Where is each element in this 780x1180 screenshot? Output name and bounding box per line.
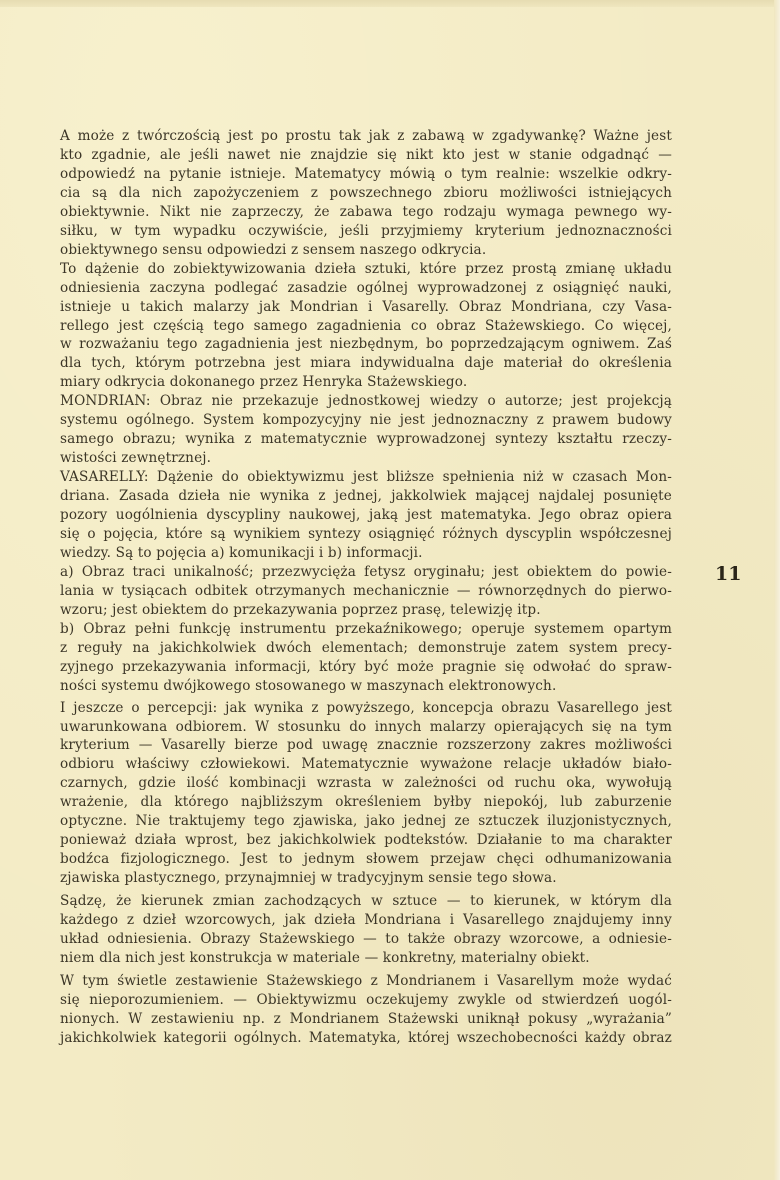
text-line: To dążenie do zobiektywizowania dzieła sztuki, które przez prostą zmianę układu <box>60 260 672 277</box>
text-line: czarnych, gdzie ilość kombinacji wzrasta w zależności od ruchu oka, wywołują <box>60 775 672 792</box>
text-line: ności systemu dwójkowego stosowanego w maszynach elektronowych. <box>60 677 557 694</box>
text-line: VASARELLY: Dążenie do obiektywizmu jest bliższe spełnienia niż w czasach Mon- <box>60 469 672 486</box>
text-line: I jeszcze o percepcji: jak wynika z powyższego, koncepcja obrazu Vasarellego jest <box>60 699 672 716</box>
text-line: niem dla nich jest konstrukcja w materiale — konkretny, materialny obiekt. <box>60 949 590 966</box>
text-line: w rozważaniu tego zagadnienia jest niezbędnym, bo poprzedzającym ogniwem. Zaś <box>60 336 672 353</box>
text-line: driana. Zasada dzieła nie wynika z jednej, jakkolwiek mającej najdalej posunięte <box>60 488 672 504</box>
text-line: odbioru właściwy człowiekowi. Matematycznie wyważone relacje układów biało- <box>60 756 672 773</box>
text-line: wrażenie, dla którego najbliższym określeniem byłby niepokój, lub zaburzenie <box>60 794 672 811</box>
page-right-edge <box>774 0 780 1180</box>
text-line: się nieporozumieniem. — Obiektywizmu oczekujemy zwykle od stwierdzeń uogól- <box>60 991 672 1008</box>
text-line: rellego jest częścią tego samego zagadnienia co obraz Stażewskiego. Co więcej, <box>60 317 672 334</box>
text-line: wzoru; jest obiektem do przekazywania poprzez prasę, telewizję itp. <box>60 601 541 618</box>
text-line: optyczne. Nie traktujemy tego zjawiska, jako jednej ze sztuczek iluzjonistycznych, <box>60 813 672 830</box>
page-number: 11 <box>715 563 742 585</box>
text-line: obiektywnie. Nikt nie zaprzeczy, że zabawa tego rodzaju wymaga pewnego wy- <box>60 203 672 220</box>
text-line: wistości zewnętrznej. <box>60 450 212 467</box>
text-line: lania w tysiącach odbitek otrzymanych mechanicznie — równorzędnych do pierwo- <box>60 582 672 599</box>
text-line: obiektywnego sensu odpowiedzi z sensem naszego odkrycia. <box>60 241 487 258</box>
text-line: zjawiska plastycznego, przynajmniej w tradycyjnym sensie tego słowa. <box>60 870 557 887</box>
text-line: miary odkrycia dokonanego przez Henryka Stażewskiego. <box>60 374 468 391</box>
text-line: siłku, w tym wypadku oczywiście, jeśli przyjmiemy kryterium jednoznaczności <box>60 222 672 239</box>
text-line: każdego z dzieł wzorcowych, jak dzieła Mondriana i Vasarellego znajdujemy inny <box>60 912 672 928</box>
text-line: b) Obraz pełni funkcję instrumentu przekaźnikowego; operuje systemem opartym <box>60 620 672 637</box>
text-line: dla tych, którym potrzebna jest miara indywidualna daje materiał do określenia <box>60 355 672 372</box>
text-line: Sądzę, że kierunek zmian zachodzących w sztuce — to kierunek, w którym dla <box>60 893 672 909</box>
text-line: uwarunkowana odbiorem. W stosunku do innych malarzy opierających się na tym <box>60 718 672 735</box>
text-line: odniesienia zaczyna podlegać zasadzie ogólnej wyprowadzonej z osiągnięć nauki, <box>60 279 672 296</box>
text-line: kryterium — Vasarelly bierze pod uwagę znacznie rozszerzony zakres możliwości <box>60 737 672 754</box>
text-line: się o pojęcia, które są wynikiem syntezy osiągnięć różnych dyscyplin współczesnej <box>60 525 672 542</box>
text-line: zyjnego przekazywania informacji, który być może pragnie się odwołać do spraw- <box>60 658 672 675</box>
text-line: układ odniesienia. Obrazy Stażewskiego — to także obrazy wzorcowe, a odniesie- <box>60 930 672 947</box>
text-line: samego obrazu; wynika z matematycznie wyprowadzonej syntezy kształtu rzeczy- <box>60 431 672 448</box>
text-line: W tym świetle zestawienie Stażewskiego z Mondrianem i Vasarellym może wydać <box>60 972 672 989</box>
text-line: odpowiedź na pytanie istnieje. Matematycy mówią o tym realnie: wszelkie odkry- <box>60 165 672 182</box>
text-line: A może z twórczością jest po prostu tak jak z zabawą w zgadywankę? Ważne jest <box>60 128 672 144</box>
text-line: pozory uogólnienia dyscypliny naukowej, jaką jest matematyka. Jego obraz opiera <box>60 507 672 523</box>
text-line: ponieważ działa wprost, bez jakichkolwiek podtekstów. Działanie to ma charakter <box>60 832 672 849</box>
text-line: wiedzy. Są to pojęcia a) komunikacji i b) informacji. <box>60 544 423 561</box>
text-line: nionych. W zestawieniu np. z Mondrianem Stażewski uniknął pokusy „wyrażania” <box>60 1010 672 1027</box>
body-text <box>60 0 672 1180</box>
text-line: kto zgadnie, ale jeśli nawet nie znajdzie się nikt kto jest w stanie odgadnąć — <box>60 146 672 163</box>
text-line: bodźca fizjologicznego. Jest to jednym słowem przejaw chęci odhumanizowania <box>60 851 672 868</box>
text-line: istnieje u takich malarzy jak Mondrian i Vasarelly. Obraz Mondriana, czy Vasa- <box>60 298 672 315</box>
text-line: jakichkolwiek kategorii ogólnych. Matematyka, której wszechobecności każdy obraz <box>60 1029 672 1046</box>
text-line: systemu ogólnego. System kompozycyjny nie jest jednoznaczny z prawem budowy <box>60 412 672 429</box>
text-line: cia są dla nich zapożyczeniem z powszechnego zbioru możliwości istniejących <box>60 184 672 201</box>
text-line: a) Obraz traci unikalność; przezwycięża fetysz oryginału; jest obiektem do powie- <box>60 563 672 580</box>
text-line: z reguły na jakichkolwiek dwóch elementach; demonstruje zatem system precy- <box>60 639 672 656</box>
text-line: MONDRIAN: Obraz nie przekazuje jednostkowej wiedzy o autorze; jest projekcją <box>60 393 672 410</box>
